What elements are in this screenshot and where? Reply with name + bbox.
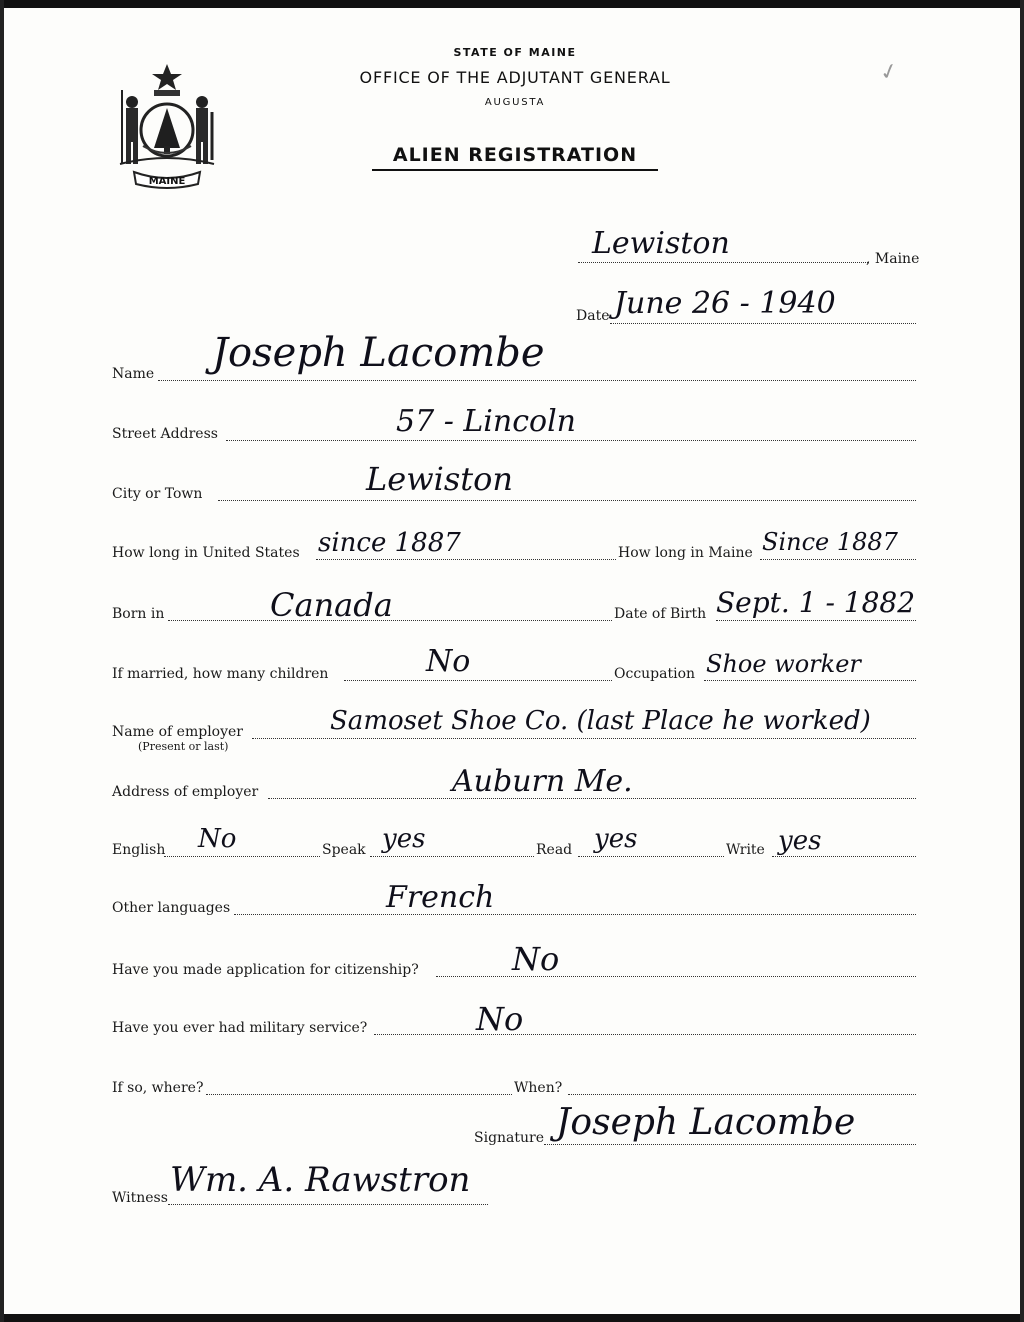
signature-value: Joseph Lacombe (556, 1102, 856, 1143)
name-label: Name (112, 366, 155, 382)
occupation-value: Shoe worker (706, 650, 861, 678)
signature-line (544, 1144, 916, 1145)
employer-address-value: Auburn Me. (452, 764, 633, 799)
occupation-label: Occupation (614, 666, 696, 682)
header-state: STATE OF MAINE (453, 46, 577, 59)
children-label: If married, how many children (112, 666, 329, 682)
witness-line (168, 1204, 488, 1205)
other-languages-value: French (386, 880, 495, 915)
place-suffix-label: , Maine (866, 251, 920, 267)
how-long-maine-value: Since 1887 (762, 528, 898, 556)
where-line (206, 1094, 512, 1095)
where-label: If so, where? (112, 1080, 204, 1096)
place-line (578, 262, 868, 263)
header-office: OFFICE OF THE ADJUTANT GENERAL (359, 68, 671, 87)
header-city: AUGUSTA (484, 97, 546, 108)
street-line (226, 440, 916, 441)
speak-value: yes (382, 824, 426, 854)
date-value: June 26 - 1940 (614, 286, 836, 321)
english-label: English (112, 842, 166, 858)
when-label: When? (514, 1080, 563, 1096)
how-long-us-line (316, 559, 616, 560)
born-in-value: Canada (270, 586, 393, 624)
name-value: Joseph Lacombe (212, 330, 545, 376)
citizenship-line (436, 976, 916, 977)
speak-label: Speak (322, 842, 366, 858)
citizenship-label: Have you made application for citizenship? (112, 962, 419, 978)
military-value: No (476, 1000, 524, 1038)
children-value: No (426, 644, 471, 679)
date-line (610, 323, 916, 324)
place-value: Lewiston (592, 226, 730, 261)
employer-sublabel: (Present or last) (138, 740, 229, 753)
born-in-label: Born in (112, 606, 165, 622)
dob-line (716, 620, 916, 621)
write-line (772, 856, 916, 857)
other-languages-label: Other languages (112, 900, 231, 916)
read-line (578, 856, 724, 857)
scan-border-left (0, 0, 4, 1322)
scan-border-bottom (0, 1314, 1024, 1322)
seal-text: MAINE (148, 176, 186, 187)
how-long-us-value: since 1887 (318, 528, 461, 558)
write-label: Write (726, 842, 765, 858)
how-long-maine-line (760, 559, 916, 560)
dob-label: Date of Birth (614, 606, 707, 622)
checkmark-icon: ✓ (877, 58, 902, 87)
citizenship-value: No (512, 940, 560, 978)
write-value: yes (778, 826, 822, 856)
military-line (374, 1034, 916, 1035)
how-long-maine-label: How long in Maine (618, 545, 753, 561)
occupation-line (704, 680, 916, 681)
english-line (164, 856, 320, 857)
signature-label: Signature (474, 1130, 545, 1146)
scan-border-right (1020, 0, 1024, 1322)
other-languages-line (234, 914, 916, 915)
date-label: Date (576, 308, 610, 324)
witness-value: Wm. A. Rawstron (170, 1160, 471, 1200)
employer-line (252, 738, 916, 739)
english-value: No (198, 824, 237, 854)
read-label: Read (536, 842, 573, 858)
children-line (344, 680, 612, 681)
scan-border-top (0, 0, 1024, 8)
read-value: yes (594, 824, 638, 854)
page-title: ALIEN REGISTRATION (372, 144, 658, 171)
dob-value: Sept. 1 - 1882 (716, 586, 916, 619)
employer-value: Samoset Shoe Co. (last Place he worked) (330, 706, 871, 736)
city-line (218, 500, 916, 501)
when-line (568, 1094, 916, 1095)
city-label: City or Town (112, 486, 203, 502)
city-value: Lewiston (366, 460, 513, 498)
street-label: Street Address (112, 426, 218, 442)
employer-address-label: Address of employer (112, 784, 259, 800)
maine-state-seal-icon (112, 60, 222, 190)
military-label: Have you ever had military service? (112, 1020, 368, 1036)
witness-label: Witness (112, 1190, 168, 1206)
street-value: 57 - Lincoln (396, 404, 576, 439)
speak-line (370, 856, 534, 857)
how-long-us-label: How long in United States (112, 545, 300, 561)
employer-label: Name of employer (112, 724, 243, 740)
name-line (158, 380, 916, 381)
